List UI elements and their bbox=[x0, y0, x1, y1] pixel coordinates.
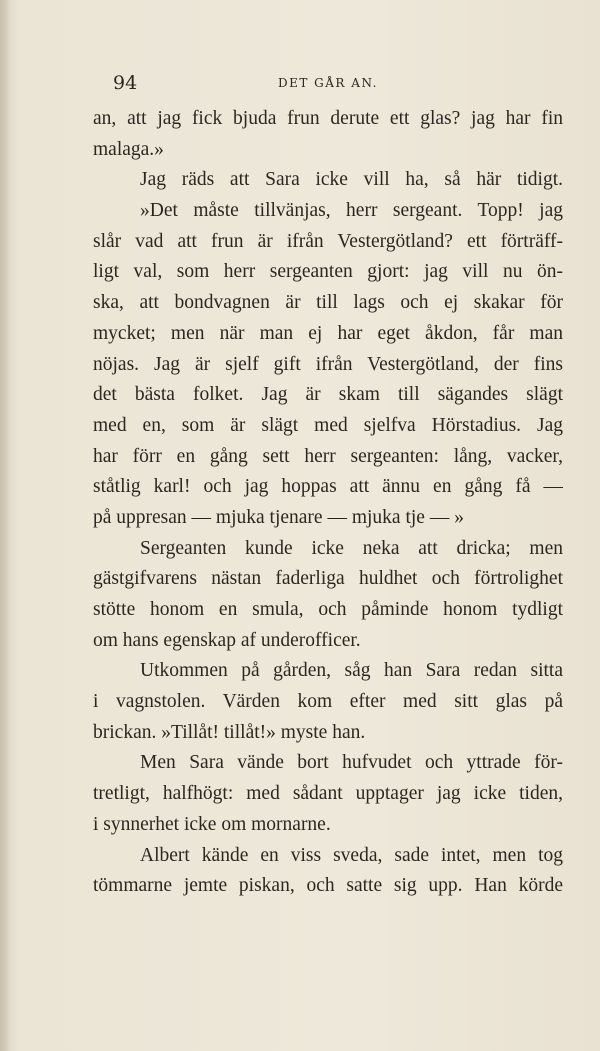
text-line: ligt val, som herr sergeanten gjort: jag vill nu ön- bbox=[93, 261, 563, 283]
text-line: har förr en gång sett herr sergeanten: lång, vacker, bbox=[93, 445, 563, 467]
page-gutter-shadow bbox=[0, 0, 10, 1051]
text-line: det bästa folket. Jag är skam till sägandes slägt bbox=[93, 384, 563, 406]
text-line: brickan. »Tillåt! tillåt!» myste han. bbox=[93, 721, 366, 743]
text-line: malaga.» bbox=[93, 138, 164, 160]
text-line: ståtlig karl! och jag hoppas att ännu en gång få — bbox=[93, 476, 563, 498]
text-line: an, att jag fick bjuda frun derute ett glas? jag har fin bbox=[93, 108, 563, 129]
text-line: stötte honom en smula, och påminde honom tydligt bbox=[93, 599, 563, 620]
text-line: Jag räds att Sara icke vill ha, så här tidigt. bbox=[140, 169, 563, 191]
text-line: Utkommen på gården, såg han Sara redan sitta bbox=[140, 660, 563, 682]
text-line: i synnerhet icke om mornarne. bbox=[93, 813, 331, 835]
text-line: mycket; men när man ej har eget åkdon, får man bbox=[93, 322, 563, 344]
body-text bbox=[93, 104, 563, 902]
page-header bbox=[93, 70, 563, 96]
text-line: ska, att bondvagnen är till lags och ej skakar för bbox=[93, 292, 563, 314]
text-line: Men Sara vände bort hufvudet och yttrade för- bbox=[140, 752, 563, 774]
text-line: med en, som är slägt med sjelfva Hörstadius. Jag bbox=[93, 414, 563, 436]
page-number: 94 bbox=[113, 72, 138, 94]
text-line: Sergeanten kunde icke neka att dricka; men bbox=[140, 537, 563, 559]
text-line: tretligt, halfhögt: med sådant upptager jag icke tiden, bbox=[93, 783, 563, 805]
text-line: gästgifvarens nästan faderliga huldhet och förtrolighet bbox=[93, 568, 563, 590]
running-title: DET GÅR AN. bbox=[277, 76, 378, 90]
text-line: slår vad att frun är ifrån Vestergötland? ett förträff- bbox=[93, 230, 563, 252]
text-line: på uppresan — mjuka tjenare — mjuka tje — » bbox=[93, 506, 464, 528]
text-line: »Det måste tillvänjas, herr sergeant. Topp! jag bbox=[140, 200, 563, 222]
text-line: tömmarne jemte piskan, och satte sig upp. Han körde bbox=[93, 875, 563, 897]
text-line: om hans egenskap af underofficer. bbox=[93, 629, 361, 651]
text-line: i vagnstolen. Värden kom efter med sitt glas på bbox=[93, 691, 563, 713]
text-line: nöjas. Jag är sjelf gift ifrån Vestergötland, der fins bbox=[93, 353, 563, 375]
text-line: Albert kände en viss sveda, sade intet, men tog bbox=[140, 844, 563, 866]
